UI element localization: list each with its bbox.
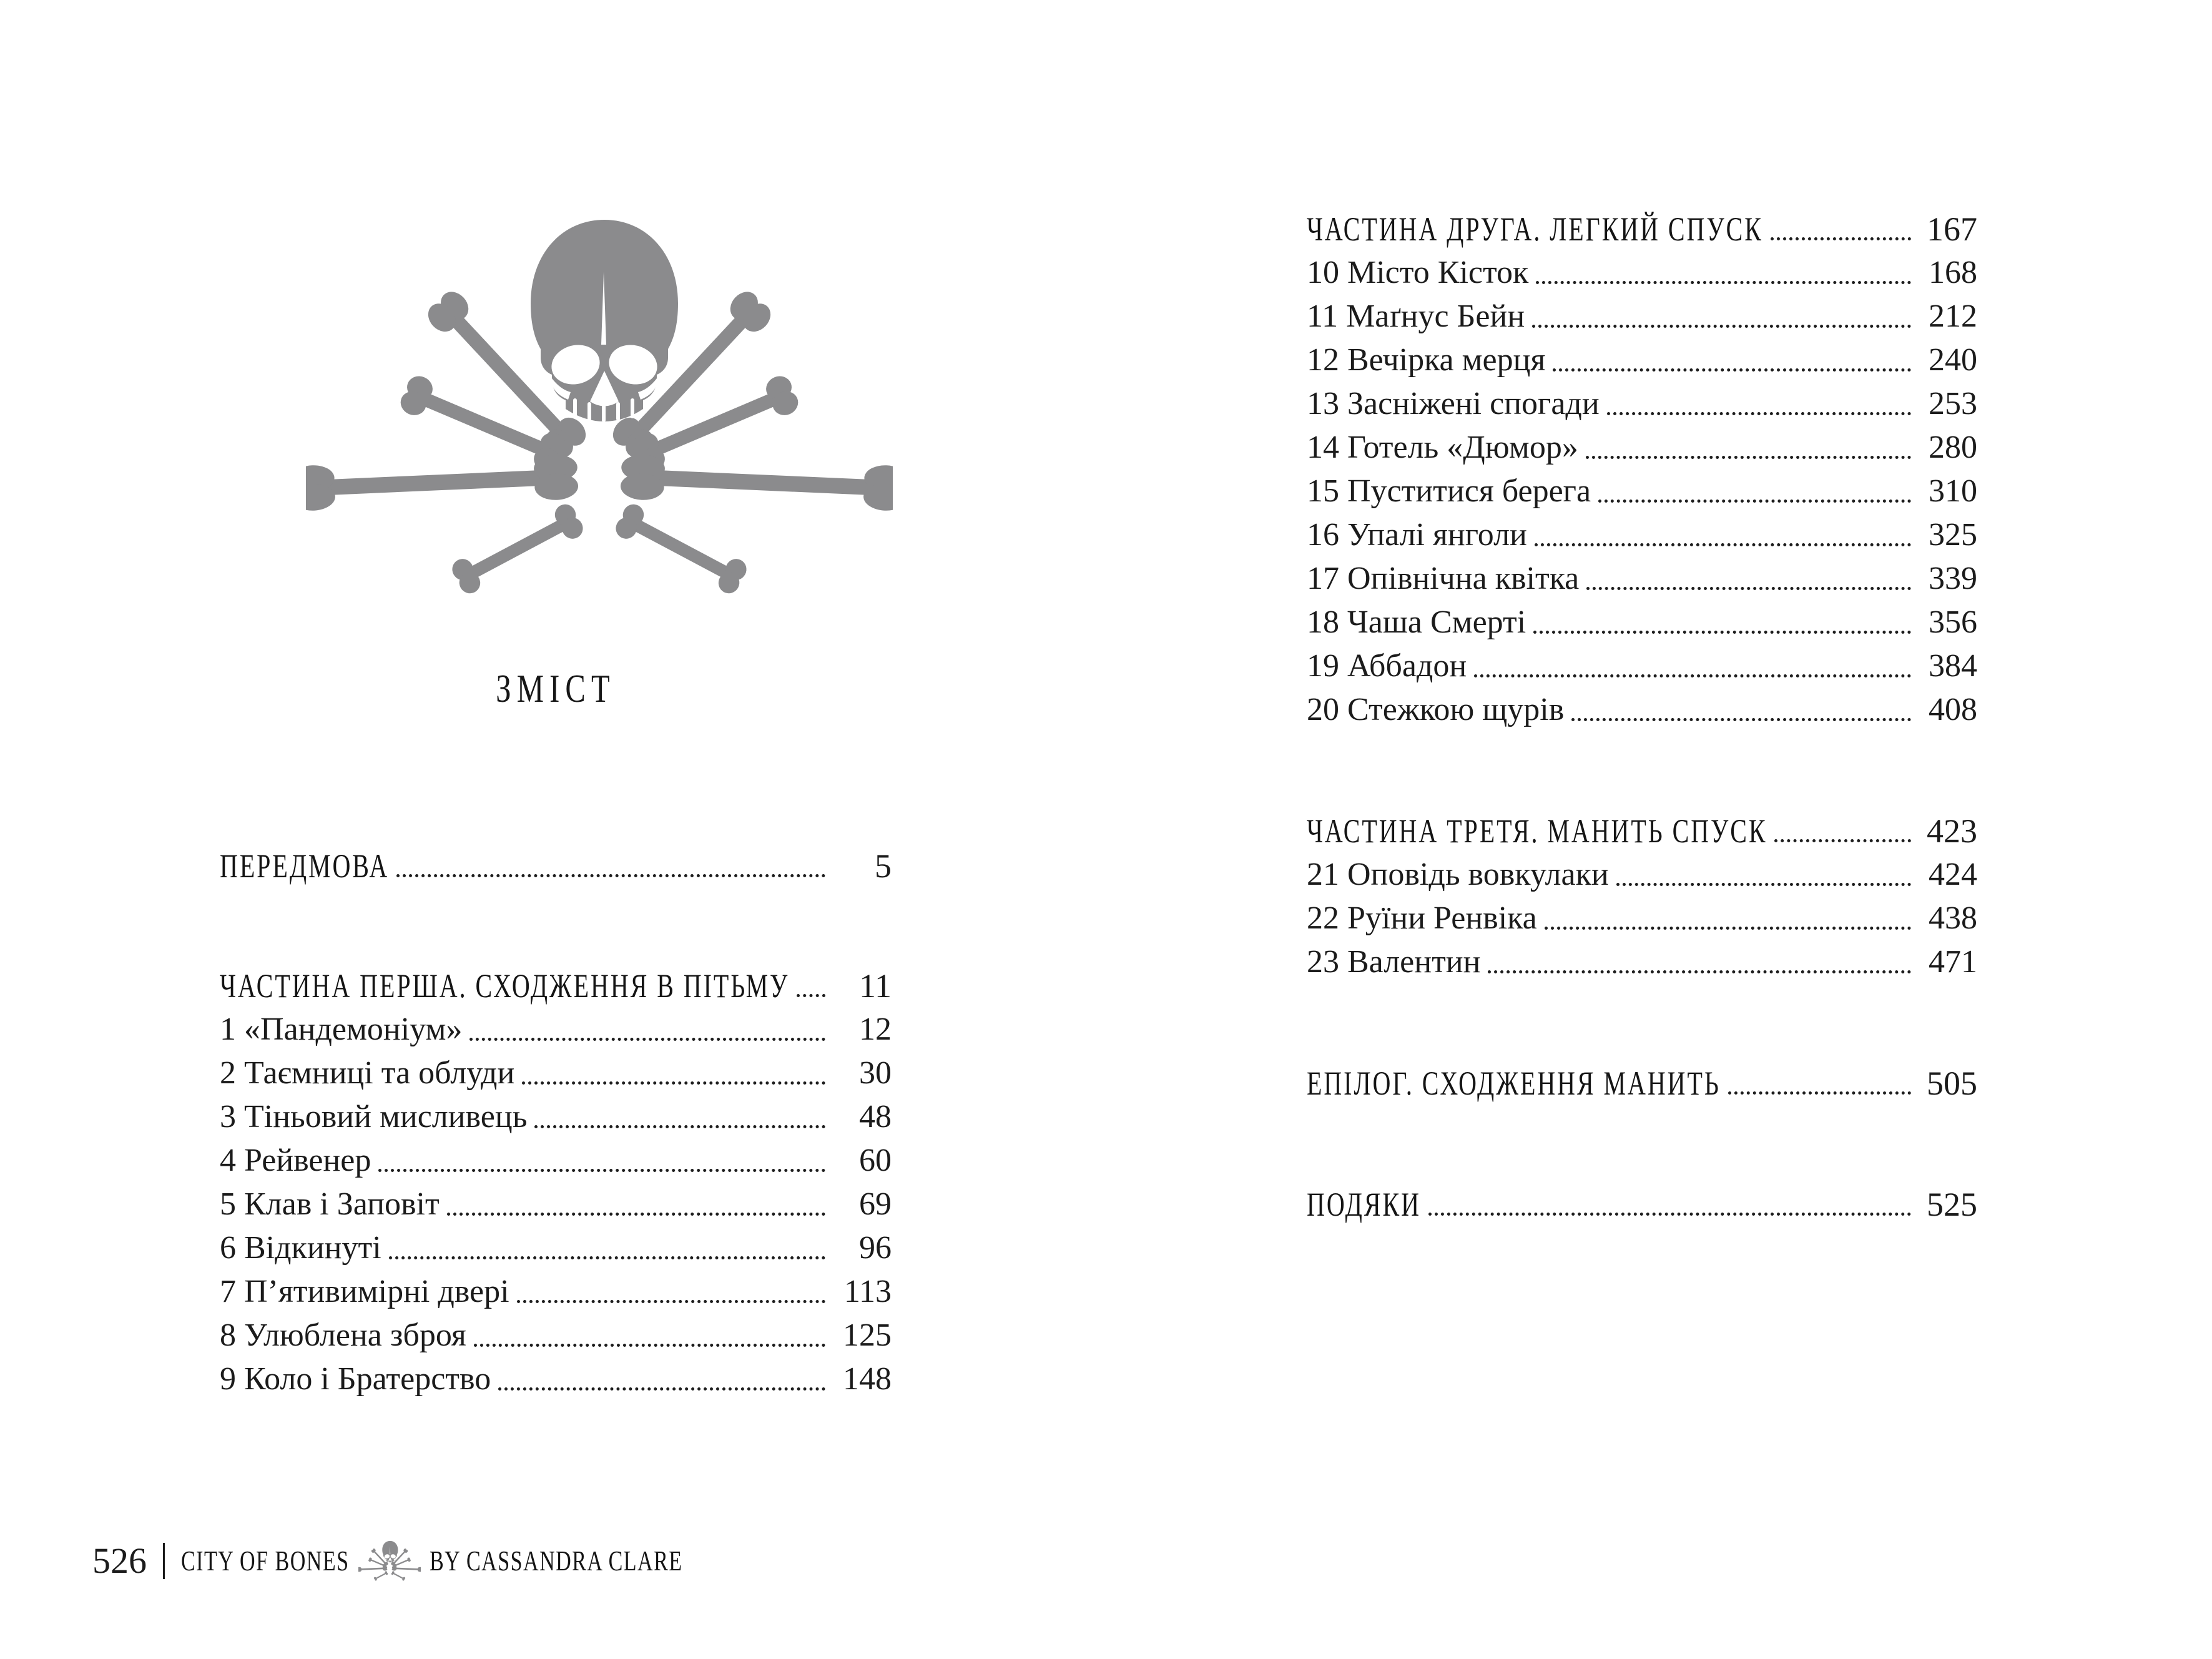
dot-leader — [469, 1038, 825, 1041]
toc-entry-label: 21 Оповідь вовкулаки — [1307, 857, 1609, 892]
toc-chapter-entry — [1307, 513, 1977, 557]
toc-entry-label: 23 Валентин — [1307, 944, 1481, 980]
toc-entry-page-number: 212 — [1929, 298, 1977, 334]
toc-entry-label: ЧАСТИНА ДРУГА. ЛЕГКИЙ СПУСК — [1307, 210, 1763, 248]
toc-chapter-entry — [1307, 426, 1977, 470]
toc-entry-page-number: 167 — [1927, 210, 1977, 248]
dot-leader — [498, 1387, 825, 1391]
toc-group — [220, 964, 892, 1401]
toc-entry-page-number: 325 — [1929, 517, 1977, 553]
toc-entry-page-number: 69 — [859, 1186, 892, 1222]
toc-entry-label: 8 Улюблена зброя — [220, 1317, 466, 1353]
toc-entry-page-number: 240 — [1929, 342, 1977, 378]
toc-entry-page-number: 438 — [1929, 900, 1977, 936]
toc-entry-page-number: 125 — [843, 1317, 892, 1353]
dot-leader — [1586, 456, 1911, 459]
toc-entry-page-number: 280 — [1929, 430, 1977, 465]
toc-chapter-entry — [1307, 295, 1977, 338]
toc-entry-page-number: 96 — [859, 1230, 892, 1266]
footer-divider — [163, 1543, 165, 1579]
dot-leader — [378, 1169, 825, 1172]
toc-group — [1307, 207, 1977, 732]
dot-leader — [534, 1125, 825, 1128]
toc-chapter-entry — [1307, 853, 1977, 897]
toc-chapter-entry — [220, 1270, 892, 1314]
dot-leader — [447, 1213, 825, 1216]
dot-leader — [1728, 1091, 1911, 1095]
dot-leader — [396, 874, 825, 877]
toc-group — [1307, 809, 1977, 984]
toc-entry-label: 7 П’ятивимірні двері — [220, 1274, 509, 1309]
toc-entry-page-number: 384 — [1929, 648, 1977, 684]
skull-ornament-icon — [358, 1540, 421, 1582]
toc-chapter-entry — [1307, 251, 1977, 295]
toc-entry-label: 18 Чаша Смерті — [1307, 604, 1526, 640]
toc-entry-page-number: 423 — [1927, 812, 1977, 850]
toc-title — [220, 667, 892, 711]
toc-group — [1307, 1061, 1977, 1105]
skull-crossbones-illustration — [306, 215, 893, 602]
toc-left-column — [220, 844, 892, 1401]
toc-chapter-entry — [220, 1314, 892, 1357]
dot-leader — [1545, 927, 1911, 930]
toc-entry-label: ПЕРЕДМОВА — [220, 847, 390, 885]
toc-entry-label: 12 Вечірка мерця — [1307, 342, 1546, 378]
toc-entry-page-number: 12 — [859, 1012, 892, 1047]
toc-chapter-entry — [1307, 940, 1977, 984]
dot-leader — [1488, 970, 1911, 973]
footer-author: BY CASSANDRA CLARE — [429, 1545, 683, 1577]
toc-section-entry — [1307, 1061, 1977, 1105]
toc-entry-page-number: 113 — [843, 1274, 892, 1309]
dot-leader — [1571, 718, 1911, 721]
toc-entry-label: 11 Маґнус Бейн — [1307, 298, 1525, 334]
dot-leader — [1586, 587, 1911, 590]
dot-leader — [1553, 368, 1911, 372]
toc-entry-label: 20 Стежкою щурів — [1307, 692, 1565, 727]
toc-entry-page-number: 310 — [1929, 473, 1977, 509]
toc-chapter-entry — [1307, 382, 1977, 426]
toc-chapter-entry — [220, 1095, 892, 1139]
dot-leader — [1533, 631, 1911, 634]
toc-chapter-entry — [220, 1183, 892, 1226]
toc-entry-page-number: 5 — [875, 847, 892, 885]
toc-chapter-entry — [1307, 557, 1977, 601]
toc-entry-label: ЧАСТИНА ТРЕТЯ. МАНИТЬ СПУСК — [1307, 812, 1767, 850]
dot-leader — [1474, 674, 1911, 677]
dot-leader — [1598, 500, 1911, 503]
toc-section-entry — [220, 964, 892, 1008]
toc-entry-page-number: 424 — [1929, 857, 1977, 892]
toc-section-entry — [220, 844, 892, 888]
toc-entry-label: 14 Готель «Дюмор» — [1307, 430, 1578, 465]
toc-chapter-entry — [220, 1357, 892, 1401]
dot-leader — [517, 1300, 825, 1303]
toc-entry-page-number: 30 — [859, 1055, 892, 1091]
toc-entry-page-number: 168 — [1929, 255, 1977, 290]
toc-entry-label: 15 Пуститися берега — [1307, 473, 1591, 509]
toc-chapter-entry — [220, 1051, 892, 1095]
toc-chapter-entry — [1307, 470, 1977, 513]
toc-entry-page-number: 356 — [1929, 604, 1977, 640]
toc-chapter-entry — [1307, 897, 1977, 940]
toc-section-entry — [1307, 207, 1977, 251]
toc-chapter-entry — [1307, 688, 1977, 732]
toc-entry-page-number: 525 — [1927, 1186, 1977, 1223]
toc-entry-label: 10 Місто Кісток — [1307, 255, 1529, 290]
dot-leader — [1771, 237, 1911, 240]
dot-leader — [1532, 325, 1911, 328]
dot-leader — [1616, 883, 1911, 886]
page-footer — [92, 1537, 682, 1585]
toc-entry-label: 13 Засніжені спогади — [1307, 386, 1600, 421]
toc-right-column — [1307, 207, 1977, 1226]
toc-entry-page-number: 48 — [859, 1099, 892, 1135]
dot-leader — [522, 1081, 825, 1085]
toc-entry-label: 2 Таємниці та облуди — [220, 1055, 515, 1091]
toc-chapter-entry — [1307, 644, 1977, 688]
toc-section-entry — [1307, 1183, 1977, 1226]
dot-leader — [1774, 839, 1911, 842]
toc-title-text: ЗМІСТ — [496, 666, 616, 711]
toc-entry-label: 22 Руїни Ренвіка — [1307, 900, 1537, 936]
toc-entry-page-number: 253 — [1929, 386, 1977, 421]
toc-chapter-entry — [220, 1226, 892, 1270]
dot-leader — [1536, 281, 1911, 284]
toc-chapter-entry — [1307, 338, 1977, 382]
toc-entry-page-number: 11 — [859, 967, 892, 1005]
toc-entry-label: 17 Опівнічна квітка — [1307, 561, 1580, 596]
toc-group — [220, 844, 892, 888]
toc-entry-label: ПОДЯКИ — [1307, 1186, 1421, 1223]
toc-section-entry — [1307, 809, 1977, 853]
toc-entry-label: 5 Клав і Заповіт — [220, 1186, 440, 1222]
toc-entry-page-number: 471 — [1929, 944, 1977, 980]
dot-leader — [474, 1344, 825, 1347]
toc-group — [1307, 1183, 1977, 1226]
toc-entry-label: 9 Коло і Братерство — [220, 1361, 491, 1397]
toc-entry-label: ЧАСТИНА ПЕРША. СХОДЖЕННЯ В ПІТЬМУ — [220, 967, 790, 1005]
toc-entry-label: 3 Тіньовий мисливець — [220, 1099, 528, 1135]
toc-entry-page-number: 339 — [1929, 561, 1977, 596]
dot-leader — [797, 994, 825, 997]
toc-entry-label: 19 Аббадон — [1307, 648, 1467, 684]
toc-entry-page-number: 408 — [1929, 692, 1977, 727]
toc-entry-label: 1 «Пандемоніум» — [220, 1012, 463, 1047]
dot-leader — [1607, 412, 1911, 415]
toc-chapter-entry — [1307, 601, 1977, 644]
dot-leader — [1535, 543, 1911, 546]
dot-leader — [389, 1256, 825, 1259]
toc-entry-label: 4 Рейвенер — [220, 1143, 371, 1178]
toc-entry-label: ЕПІЛОГ. СХОДЖЕННЯ МАНИТЬ — [1307, 1065, 1721, 1102]
toc-chapter-entry — [220, 1139, 892, 1183]
toc-entry-page-number: 505 — [1927, 1065, 1977, 1102]
toc-chapter-entry — [220, 1008, 892, 1051]
toc-entry-label: 6 Відкинуті — [220, 1230, 381, 1266]
footer-book-title: CITY OF BONES — [181, 1545, 350, 1577]
dot-leader — [1428, 1213, 1911, 1216]
footer-page-number: 526 — [92, 1540, 147, 1581]
toc-entry-page-number: 60 — [859, 1143, 892, 1178]
toc-entry-label: 16 Упалі янголи — [1307, 517, 1527, 553]
toc-entry-page-number: 148 — [843, 1361, 892, 1397]
